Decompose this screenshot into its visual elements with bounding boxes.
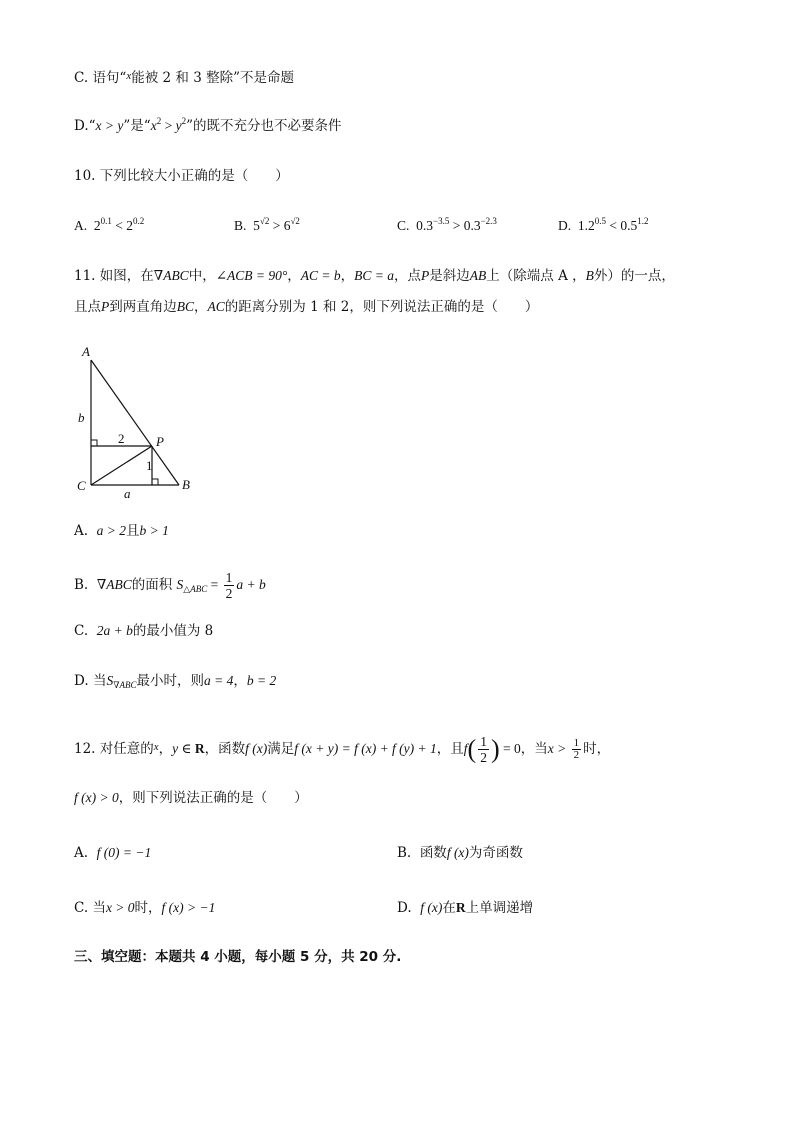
q10-option-c: C. $0.3^{-3.5} > 0.3^{-2.3}$ bbox=[397, 216, 497, 233]
vertex-label-a: A bbox=[82, 344, 90, 359]
q11-option-b: B. ∇ABC的面积 $S_{\triangle ABC}$ = $\frac{1}{2}$ a + b bbox=[74, 570, 266, 601]
q12-option-c: C. 当x > 0时，f (x) > −1 bbox=[74, 900, 216, 916]
right-angle-mark-ac bbox=[91, 440, 97, 446]
option-label: D. bbox=[74, 118, 89, 134]
fraction-one-half: $\frac{1}{2}$ bbox=[225, 570, 233, 601]
q12-option-a: A. f (0) = −1 bbox=[74, 845, 152, 861]
vertex-label-b: B bbox=[182, 477, 190, 492]
right-angle-mark-bc bbox=[152, 479, 158, 485]
vertex-label-c: C bbox=[77, 478, 86, 493]
fraction-one-half: $\frac{1}{2}$ bbox=[573, 737, 580, 761]
distance-label-2: 2 bbox=[118, 431, 125, 446]
q10-option-b: B. $5^{√2} > 6^{√2}$ bbox=[234, 216, 300, 233]
q10-stem: 10. 下列比较大小正确的是（ ） bbox=[74, 168, 289, 184]
q11-option-d: D. 当$S_{\nabla ABC}$最小时，则a = 4，b = 2 bbox=[74, 673, 277, 690]
segment-cp bbox=[91, 446, 152, 485]
q9-option-d: D.“x > y”是“$x^2 > y^2$”的既不充分也不必要条件 bbox=[74, 116, 342, 134]
fraction-one-half: $\frac{1}{2}$ bbox=[480, 734, 487, 765]
q12-stem-line1: 12. 对任意的$^x$，y ∈ R，函数f (x)满足f (x + y) = f (x) + f (y) + 1，且f( $\frac{1}{2}$ ) = 0，当x > $\frac{1}{2}$ 时， bbox=[74, 734, 611, 765]
point-label-p: P bbox=[156, 434, 164, 449]
q12-option-b: B. 函数f (x)为奇函数 bbox=[397, 845, 523, 861]
side-label-b: b bbox=[78, 410, 85, 425]
q10-option-d: D. $1.2^{0.5} < 0.5^{1.2}$ bbox=[558, 216, 649, 233]
section-heading-fill-in: 三、填空题：本题共 4 小题，每小题 5 分，共 20 分. bbox=[74, 949, 402, 965]
q12-option-d: D. f (x)在R上单调递增 bbox=[397, 900, 534, 916]
q9-option-c: C. 语句“$^x$能被 2 和 3 整除”不是命题 bbox=[74, 70, 294, 86]
q11-stem-line2: 且点P到两直角边BC，AC的距离分别为 1 和 2，则下列说法正确的是（ ） bbox=[74, 299, 539, 315]
distance-label-1: 1 bbox=[146, 458, 153, 473]
q11-stem-line1: 11. 如图，在∇ABC中，∠ACB = 90°，AC = b，BC = a，点P是斜边AB上（除端点 A ，B外）的一点， bbox=[74, 268, 675, 284]
q12-stem-line2: f (x) > 0，则下列说法正确的是（ ） bbox=[74, 790, 308, 806]
q10-option-a: A. $2^{0.1} < 2^{0.2}$ bbox=[74, 216, 145, 233]
option-label: C. bbox=[74, 70, 89, 86]
q11-option-c: C. 2a + b的最小值为 8 bbox=[74, 623, 214, 639]
hypotenuse-ab bbox=[91, 360, 179, 485]
right-triangle-figure bbox=[72, 340, 212, 500]
q11-option-a: A. a > 2且b > 1 bbox=[74, 523, 169, 539]
side-label-a: a bbox=[124, 486, 131, 500]
